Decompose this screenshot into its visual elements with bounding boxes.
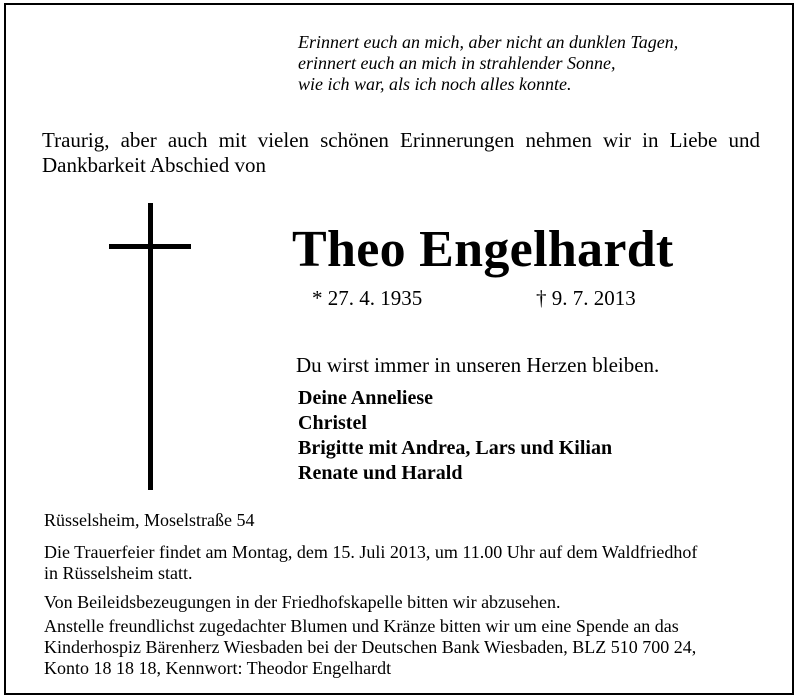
mourner: Deine Anneliese <box>298 387 433 409</box>
funeral-line: in Rüsselsheim statt. <box>44 563 193 583</box>
condolences-note: Von Beileidsbezeugungen in der Friedhofskapelle bitten wir abzusehen. <box>44 592 561 612</box>
donation-line: Anstelle freundlichst zugedachter Blumen und Kränze bitten wir um eine Spende an das <box>44 616 679 636</box>
address: Rüsselsheim, Moselstraße 54 <box>44 510 255 530</box>
intro-line: Dankbarkeit Abschied von <box>42 153 266 177</box>
mourner: Renate und Harald <box>298 462 463 484</box>
donation-line: Konto 18 18 18, Kennwort: Theodor Engelhardt <box>44 658 392 678</box>
mourner: Brigitte mit Andrea, Lars und Kilian <box>298 437 613 459</box>
mourner: Christel <box>298 412 367 434</box>
intro-line: Traurig, aber auch mit vielen schönen Erinnerungen nehmen wir in Liebe und <box>42 128 760 152</box>
poem-line: erinnert euch an mich in strahlender Sonne, <box>298 53 616 73</box>
donation-info <box>44 616 696 679</box>
funeral-info <box>44 542 697 584</box>
donation-line: Kinderhospiz Bärenherz Wiesbaden bei der Deutschen Bank Wiesbaden, BLZ 510 700 24, <box>44 637 697 657</box>
funeral-line: Die Trauerfeier findet am Montag, dem 15. Juli 2013, um 11.00 Uhr auf dem Waldfriedhof <box>44 542 698 562</box>
deceased-name: Theo Engelhardt <box>292 221 674 278</box>
poem-line: Erinnert euch an mich, aber nicht an dunklen Tagen, <box>298 32 679 52</box>
motto: Du wirst immer in unseren Herzen bleiben. <box>296 353 660 377</box>
death-date: † 9. 7. 2013 <box>536 286 636 310</box>
mourners-list <box>298 386 612 486</box>
poem-line: wie ich war, als ich noch alles konnte. <box>298 74 572 94</box>
intro-text <box>42 128 760 178</box>
cross-icon-crossbar <box>109 244 191 249</box>
poem <box>298 32 678 95</box>
birth-date: * 27. 4. 1935 <box>312 286 423 310</box>
